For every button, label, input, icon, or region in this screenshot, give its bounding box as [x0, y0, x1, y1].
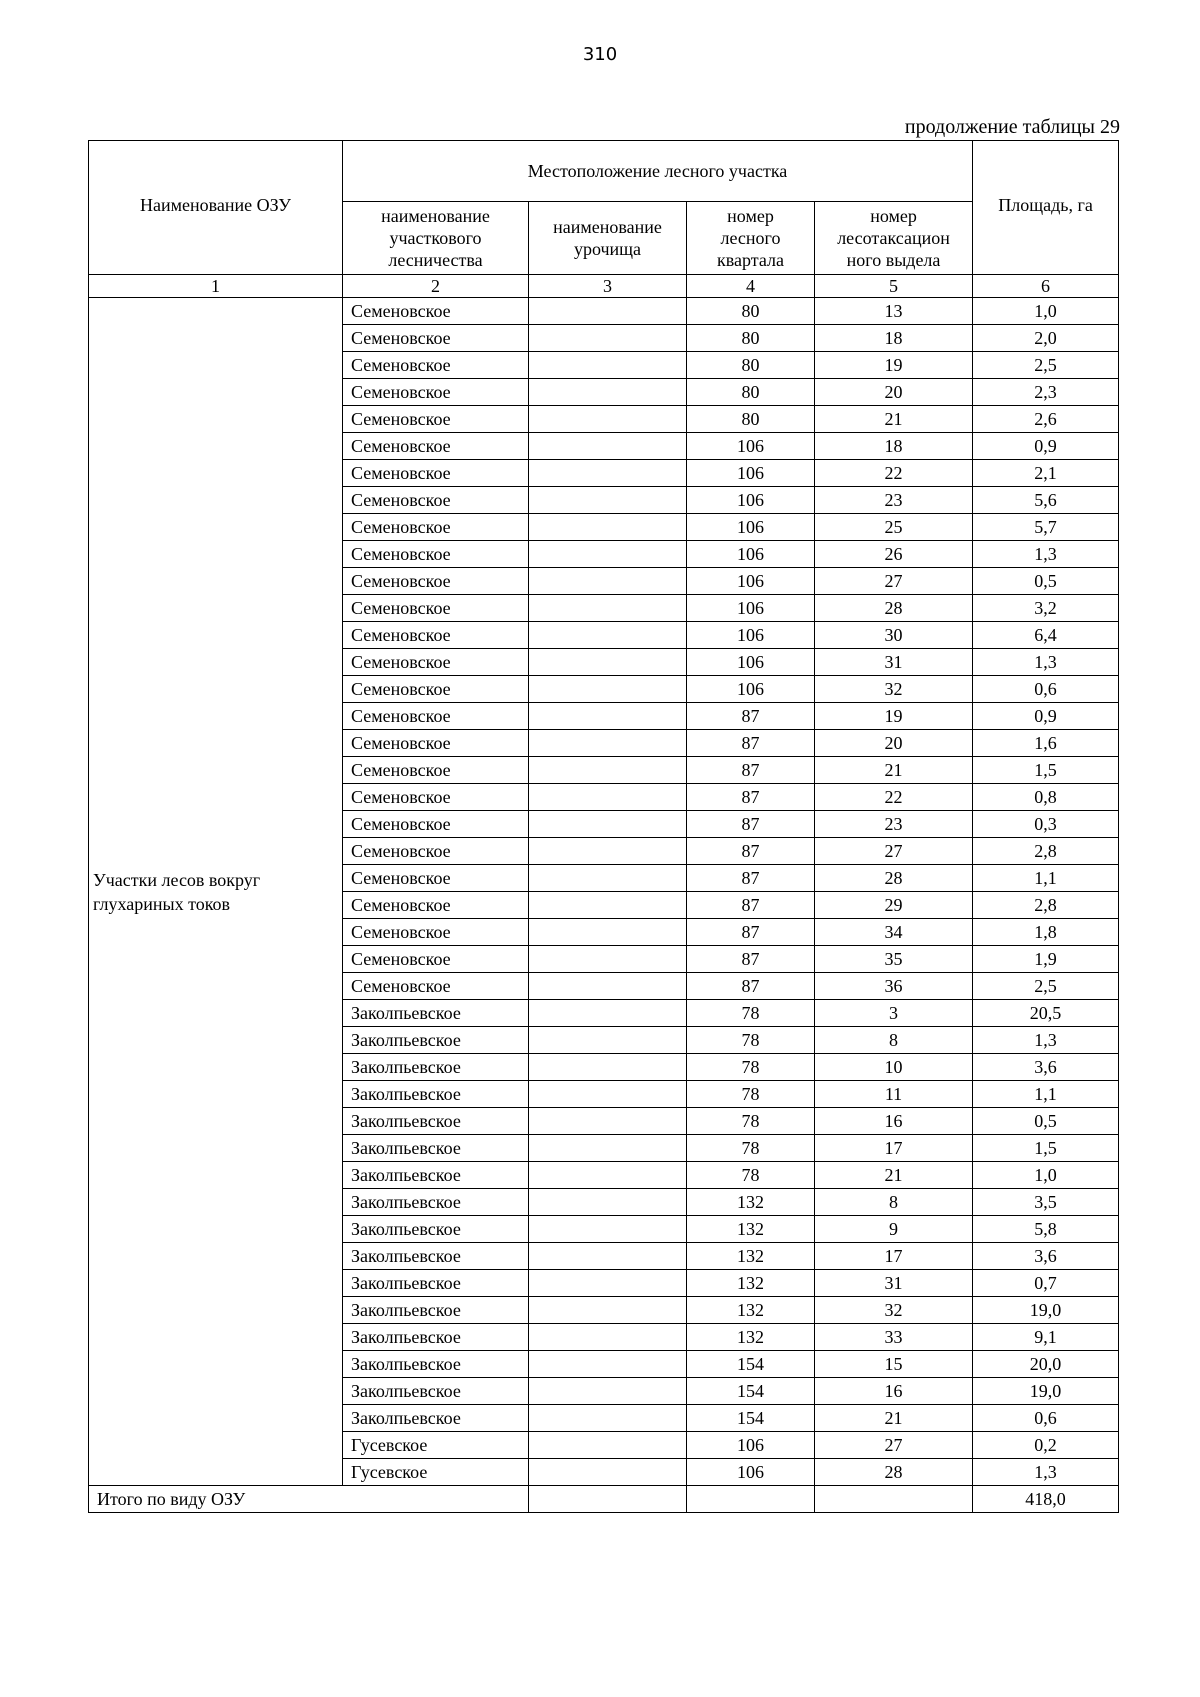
allotment-cell: 29 — [815, 892, 973, 919]
quarter-cell: 106 — [687, 1432, 815, 1459]
quarter-cell: 106 — [687, 514, 815, 541]
area-cell: 20,5 — [973, 1000, 1119, 1027]
forestry-cell: Семеновское — [343, 703, 529, 730]
allotment-cell: 8 — [815, 1189, 973, 1216]
allotment-cell: 32 — [815, 676, 973, 703]
area-cell: 0,5 — [973, 1108, 1119, 1135]
allotment-cell: 25 — [815, 514, 973, 541]
quarter-cell: 87 — [687, 811, 815, 838]
area-cell: 1,0 — [973, 298, 1119, 325]
tract-cell — [529, 1027, 687, 1054]
total-row — [89, 1486, 1119, 1513]
allotment-cell: 21 — [815, 406, 973, 433]
allotment-cell: 33 — [815, 1324, 973, 1351]
area-cell: 5,8 — [973, 1216, 1119, 1243]
tract-cell — [529, 865, 687, 892]
allotment-cell: 34 — [815, 919, 973, 946]
forestry-cell: Семеновское — [343, 811, 529, 838]
forestry-cell: Семеновское — [343, 379, 529, 406]
allotment-cell: 22 — [815, 784, 973, 811]
tract-cell — [529, 514, 687, 541]
tract-cell — [529, 784, 687, 811]
allotment-cell: 36 — [815, 973, 973, 1000]
allotment-cell: 28 — [815, 595, 973, 622]
area-cell: 19,0 — [973, 1378, 1119, 1405]
allotment-cell: 18 — [815, 433, 973, 460]
forestry-cell: Семеновское — [343, 541, 529, 568]
allotment-cell: 21 — [815, 1162, 973, 1189]
area-cell: 0,2 — [973, 1432, 1119, 1459]
forestry-cell: Семеновское — [343, 649, 529, 676]
quarter-cell: 78 — [687, 1162, 815, 1189]
area-cell: 20,0 — [973, 1351, 1119, 1378]
area-cell: 2,6 — [973, 406, 1119, 433]
forestry-cell: Заколпьевское — [343, 1405, 529, 1432]
forestry-cell: Семеновское — [343, 325, 529, 352]
column-number: 2 — [343, 275, 529, 298]
header-tract: наименование урочища — [529, 202, 687, 275]
total-empty-cell — [815, 1486, 973, 1513]
allotment-cell: 22 — [815, 460, 973, 487]
quarter-cell: 87 — [687, 757, 815, 784]
area-cell: 3,5 — [973, 1189, 1119, 1216]
forestry-cell: Заколпьевское — [343, 1162, 529, 1189]
forestry-cell: Семеновское — [343, 919, 529, 946]
column-number: 4 — [687, 275, 815, 298]
forestry-cell: Заколпьевское — [343, 1081, 529, 1108]
forestry-cell: Семеновское — [343, 352, 529, 379]
allotment-cell: 21 — [815, 757, 973, 784]
tract-cell — [529, 676, 687, 703]
area-cell: 1,3 — [973, 1027, 1119, 1054]
forestry-cell: Семеновское — [343, 460, 529, 487]
tract-cell — [529, 1108, 687, 1135]
forestry-cell: Семеновское — [343, 514, 529, 541]
forestry-cell: Семеновское — [343, 622, 529, 649]
area-cell: 2,8 — [973, 892, 1119, 919]
forestry-cell: Заколпьевское — [343, 1378, 529, 1405]
allotment-cell: 27 — [815, 568, 973, 595]
forestry-cell: Заколпьевское — [343, 1216, 529, 1243]
tract-cell — [529, 1297, 687, 1324]
quarter-cell: 106 — [687, 568, 815, 595]
allotment-cell: 28 — [815, 1459, 973, 1486]
column-numbering-row — [89, 275, 1119, 298]
tract-cell — [529, 1459, 687, 1486]
allotment-cell: 13 — [815, 298, 973, 325]
tract-cell — [529, 1000, 687, 1027]
quarter-cell: 106 — [687, 460, 815, 487]
tract-cell — [529, 811, 687, 838]
allotment-cell: 31 — [815, 649, 973, 676]
tract-cell — [529, 1216, 687, 1243]
area-cell: 2,3 — [973, 379, 1119, 406]
tract-cell — [529, 838, 687, 865]
area-cell: 1,3 — [973, 649, 1119, 676]
quarter-cell: 80 — [687, 325, 815, 352]
area-cell: 5,7 — [973, 514, 1119, 541]
tract-cell — [529, 541, 687, 568]
forestry-cell: Заколпьевское — [343, 1297, 529, 1324]
page-number: 310 — [582, 44, 618, 65]
quarter-cell: 132 — [687, 1297, 815, 1324]
area-cell: 5,6 — [973, 487, 1119, 514]
table-body — [89, 298, 1119, 1486]
area-cell: 19,0 — [973, 1297, 1119, 1324]
area-cell: 0,9 — [973, 433, 1119, 460]
quarter-cell: 87 — [687, 865, 815, 892]
forestry-cell: Семеновское — [343, 865, 529, 892]
allotment-cell: 32 — [815, 1297, 973, 1324]
quarter-cell: 154 — [687, 1378, 815, 1405]
area-cell: 1,1 — [973, 865, 1119, 892]
quarter-cell: 106 — [687, 487, 815, 514]
allotment-cell: 10 — [815, 1054, 973, 1081]
allotment-cell: 31 — [815, 1270, 973, 1297]
tract-cell — [529, 1432, 687, 1459]
quarter-cell: 80 — [687, 406, 815, 433]
quarter-cell: 78 — [687, 1135, 815, 1162]
area-cell: 6,4 — [973, 622, 1119, 649]
forestry-cell: Семеновское — [343, 973, 529, 1000]
forestry-cell: Заколпьевское — [343, 1324, 529, 1351]
quarter-cell: 80 — [687, 352, 815, 379]
tract-cell — [529, 919, 687, 946]
forestry-cell: Семеновское — [343, 892, 529, 919]
allotment-cell: 19 — [815, 703, 973, 730]
tract-cell — [529, 1324, 687, 1351]
quarter-cell: 132 — [687, 1189, 815, 1216]
header-quarter: номер лесного квартала — [687, 202, 815, 275]
tract-cell — [529, 298, 687, 325]
quarter-cell: 87 — [687, 892, 815, 919]
tract-cell — [529, 892, 687, 919]
tract-cell — [529, 1162, 687, 1189]
header-allotment: номер лесотаксацион ного выдела — [815, 202, 973, 275]
quarter-cell: 106 — [687, 1459, 815, 1486]
forestry-cell: Заколпьевское — [343, 1243, 529, 1270]
allotment-cell: 17 — [815, 1243, 973, 1270]
allotment-cell: 16 — [815, 1378, 973, 1405]
area-cell: 0,7 — [973, 1270, 1119, 1297]
allotment-cell: 17 — [815, 1135, 973, 1162]
tract-cell — [529, 433, 687, 460]
allotment-cell: 35 — [815, 946, 973, 973]
area-cell: 3,2 — [973, 595, 1119, 622]
quarter-cell: 106 — [687, 622, 815, 649]
allotment-cell: 9 — [815, 1216, 973, 1243]
quarter-cell: 106 — [687, 649, 815, 676]
area-cell: 2,1 — [973, 460, 1119, 487]
area-cell: 0,6 — [973, 676, 1119, 703]
tract-cell — [529, 1405, 687, 1432]
ozu-name-cell: Участки лесов вокруг глухариных токов — [89, 298, 343, 1486]
header-location: Местоположение лесного участка — [343, 141, 973, 202]
allotment-cell: 16 — [815, 1108, 973, 1135]
allotment-cell: 20 — [815, 730, 973, 757]
forestry-cell: Заколпьевское — [343, 1189, 529, 1216]
quarter-cell: 106 — [687, 676, 815, 703]
tract-cell — [529, 325, 687, 352]
tract-cell — [529, 649, 687, 676]
tract-cell — [529, 730, 687, 757]
area-cell: 0,5 — [973, 568, 1119, 595]
column-number: 3 — [529, 275, 687, 298]
forestry-cell: Заколпьевское — [343, 1027, 529, 1054]
area-cell: 1,6 — [973, 730, 1119, 757]
area-cell: 1,5 — [973, 1135, 1119, 1162]
allotment-cell: 23 — [815, 811, 973, 838]
tract-cell — [529, 757, 687, 784]
quarter-cell: 78 — [687, 1108, 815, 1135]
tract-cell — [529, 1270, 687, 1297]
forestry-cell: Семеновское — [343, 757, 529, 784]
forestry-cell: Гусевское — [343, 1459, 529, 1486]
forestry-cell: Семеновское — [343, 406, 529, 433]
forest-plots-table — [88, 140, 1119, 1513]
header-area: Площадь, га — [973, 141, 1119, 275]
quarter-cell: 132 — [687, 1324, 815, 1351]
quarter-cell: 87 — [687, 730, 815, 757]
area-cell: 0,9 — [973, 703, 1119, 730]
allotment-cell: 15 — [815, 1351, 973, 1378]
tract-cell — [529, 460, 687, 487]
allotment-cell: 30 — [815, 622, 973, 649]
forestry-cell: Семеновское — [343, 595, 529, 622]
quarter-cell: 78 — [687, 1000, 815, 1027]
area-cell: 3,6 — [973, 1243, 1119, 1270]
area-cell: 3,6 — [973, 1054, 1119, 1081]
forestry-cell: Заколпьевское — [343, 1270, 529, 1297]
total-empty-cell — [529, 1486, 687, 1513]
area-cell: 1,1 — [973, 1081, 1119, 1108]
total-label: Итого по виду ОЗУ — [89, 1486, 529, 1513]
table-row — [89, 298, 1119, 325]
forestry-cell: Семеновское — [343, 838, 529, 865]
forestry-cell: Заколпьевское — [343, 1108, 529, 1135]
allotment-cell: 27 — [815, 838, 973, 865]
tract-cell — [529, 352, 687, 379]
area-cell: 1,9 — [973, 946, 1119, 973]
area-cell: 9,1 — [973, 1324, 1119, 1351]
quarter-cell: 87 — [687, 973, 815, 1000]
tract-cell — [529, 379, 687, 406]
forestry-cell: Семеновское — [343, 487, 529, 514]
quarter-cell: 78 — [687, 1081, 815, 1108]
forestry-cell: Заколпьевское — [343, 1351, 529, 1378]
tract-cell — [529, 1243, 687, 1270]
quarter-cell: 132 — [687, 1270, 815, 1297]
quarter-cell: 78 — [687, 1054, 815, 1081]
quarter-cell: 78 — [687, 1027, 815, 1054]
allotment-cell: 23 — [815, 487, 973, 514]
allotment-cell: 21 — [815, 1405, 973, 1432]
area-cell: 1,8 — [973, 919, 1119, 946]
quarter-cell: 87 — [687, 703, 815, 730]
tract-cell — [529, 973, 687, 1000]
tract-cell — [529, 703, 687, 730]
area-cell: 0,3 — [973, 811, 1119, 838]
forestry-cell: Семеновское — [343, 730, 529, 757]
tract-cell — [529, 1351, 687, 1378]
forestry-cell: Семеновское — [343, 433, 529, 460]
tract-cell — [529, 1378, 687, 1405]
forestry-cell: Заколпьевское — [343, 1135, 529, 1162]
area-cell: 2,0 — [973, 325, 1119, 352]
allotment-cell: 8 — [815, 1027, 973, 1054]
quarter-cell: 132 — [687, 1243, 815, 1270]
area-cell: 2,5 — [973, 352, 1119, 379]
area-cell: 1,0 — [973, 1162, 1119, 1189]
area-cell: 2,5 — [973, 973, 1119, 1000]
quarter-cell: 106 — [687, 433, 815, 460]
tract-cell — [529, 595, 687, 622]
forestry-cell: Заколпьевское — [343, 1054, 529, 1081]
quarter-cell: 106 — [687, 595, 815, 622]
header-row-top — [89, 141, 1119, 202]
table-caption: продолжение таблицы 29 — [904, 116, 1120, 138]
allotment-cell: 11 — [815, 1081, 973, 1108]
allotment-cell: 28 — [815, 865, 973, 892]
tract-cell — [529, 1081, 687, 1108]
column-number: 1 — [89, 275, 343, 298]
allotment-cell: 18 — [815, 325, 973, 352]
area-cell: 1,3 — [973, 541, 1119, 568]
allotment-cell: 26 — [815, 541, 973, 568]
quarter-cell: 87 — [687, 838, 815, 865]
forestry-cell: Семеновское — [343, 676, 529, 703]
quarter-cell: 87 — [687, 946, 815, 973]
area-cell: 0,8 — [973, 784, 1119, 811]
allotment-cell: 3 — [815, 1000, 973, 1027]
total-empty-cell — [687, 1486, 815, 1513]
column-number: 5 — [815, 275, 973, 298]
area-cell: 2,8 — [973, 838, 1119, 865]
tract-cell — [529, 622, 687, 649]
quarter-cell: 154 — [687, 1351, 815, 1378]
allotment-cell: 27 — [815, 1432, 973, 1459]
allotment-cell: 20 — [815, 379, 973, 406]
quarter-cell: 154 — [687, 1405, 815, 1432]
column-number: 6 — [973, 275, 1119, 298]
tract-cell — [529, 1135, 687, 1162]
area-cell: 0,6 — [973, 1405, 1119, 1432]
area-cell: 1,5 — [973, 757, 1119, 784]
tract-cell — [529, 406, 687, 433]
forestry-cell: Семеновское — [343, 298, 529, 325]
forestry-cell: Семеновское — [343, 568, 529, 595]
area-cell: 1,3 — [973, 1459, 1119, 1486]
quarter-cell: 80 — [687, 298, 815, 325]
quarter-cell: 87 — [687, 919, 815, 946]
forestry-cell: Семеновское — [343, 946, 529, 973]
tract-cell — [529, 487, 687, 514]
quarter-cell: 87 — [687, 784, 815, 811]
total-area: 418,0 — [973, 1486, 1119, 1513]
tract-cell — [529, 1189, 687, 1216]
forestry-cell: Гусевское — [343, 1432, 529, 1459]
quarter-cell: 106 — [687, 541, 815, 568]
header-name-ozu: Наименование ОЗУ — [89, 141, 343, 275]
allotment-cell: 19 — [815, 352, 973, 379]
tract-cell — [529, 946, 687, 973]
quarter-cell: 80 — [687, 379, 815, 406]
quarter-cell: 132 — [687, 1216, 815, 1243]
forestry-cell: Заколпьевское — [343, 1000, 529, 1027]
tract-cell — [529, 1054, 687, 1081]
forestry-cell: Семеновское — [343, 784, 529, 811]
header-forestry: наименование участкового лесничества — [343, 202, 529, 275]
tract-cell — [529, 568, 687, 595]
